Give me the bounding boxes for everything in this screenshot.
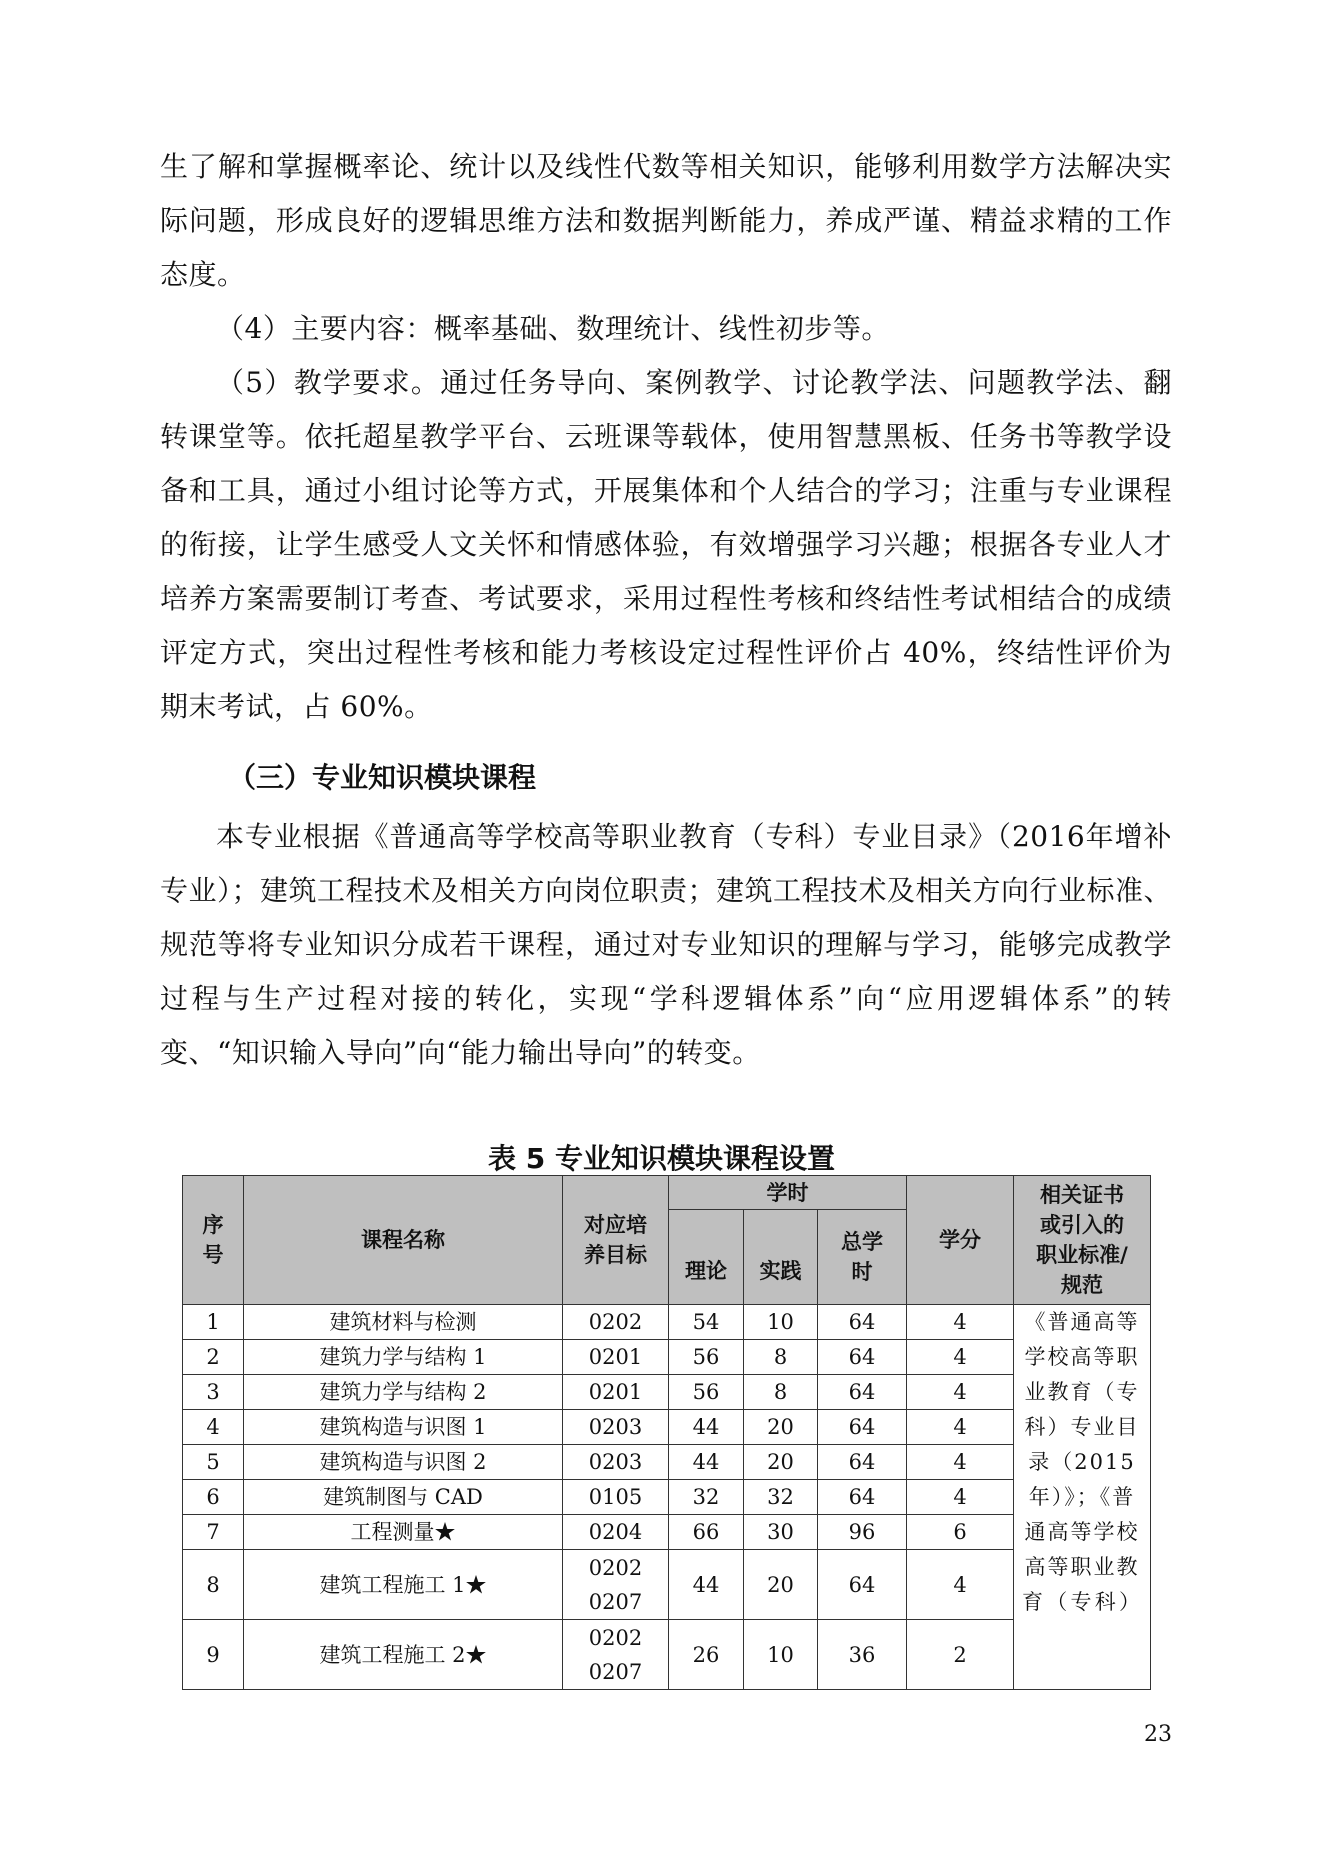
cell-practice: 8 <box>744 1340 818 1375</box>
cell-no: 9 <box>183 1620 244 1690</box>
paragraph-math-objective: 生了解和掌握概率论、统计以及线性代数等相关知识，能够利用数学方法解决实际问题，形成良好的逻辑思维方法和数据判断能力，养成严谨、精益求精的工作态度。 <box>160 150 1172 291</box>
header-hours: 学时 <box>669 1176 907 1210</box>
header-course-name: 课程名称 <box>244 1176 563 1305</box>
target-code: 0105 <box>588 1485 643 1509</box>
table-row <box>183 1550 1151 1620</box>
target-code: 0201 <box>588 1345 643 1369</box>
cell-practice: 10 <box>744 1305 818 1340</box>
cell-course-name: 建筑工程施工 2★ <box>244 1620 563 1690</box>
cell-course-name: 建筑工程施工 1★ <box>244 1550 563 1620</box>
cell-total: 64 <box>818 1305 907 1340</box>
target-code: 0202 <box>588 1555 643 1580</box>
cell-target <box>563 1410 669 1445</box>
cell-target <box>563 1305 669 1340</box>
cell-course-name: 建筑力学与结构 2 <box>244 1375 563 1410</box>
cell-target <box>563 1515 669 1550</box>
cell-practice: 20 <box>744 1550 818 1620</box>
cell-credit: 4 <box>907 1340 1014 1375</box>
target-code: 0207 <box>588 1589 643 1614</box>
cell-theory: 44 <box>669 1445 744 1480</box>
cell-no: 3 <box>183 1375 244 1410</box>
table-row <box>183 1305 1151 1340</box>
header-total: 总学时 <box>818 1210 907 1305</box>
cell-practice: 20 <box>744 1445 818 1480</box>
cell-course-name: 工程测量★ <box>244 1515 563 1550</box>
cell-credit: 4 <box>907 1305 1014 1340</box>
cell-total: 64 <box>818 1375 907 1410</box>
cell-target <box>563 1550 669 1620</box>
cell-credit: 4 <box>907 1375 1014 1410</box>
table-row <box>183 1340 1151 1375</box>
cell-no: 7 <box>183 1515 244 1550</box>
target-code: 0201 <box>588 1380 643 1404</box>
cell-course-name: 建筑制图与 CAD <box>244 1480 563 1515</box>
target-code: 0203 <box>588 1450 643 1474</box>
cell-target <box>563 1445 669 1480</box>
cell-course-name: 建筑构造与识图 1 <box>244 1410 563 1445</box>
target-code: 0203 <box>588 1415 643 1439</box>
table-row <box>183 1480 1151 1515</box>
cell-total: 64 <box>818 1480 907 1515</box>
target-code: 0204 <box>588 1520 643 1544</box>
cell-standard: 《普通高等学校高等职业教育（专科）专业目录（2015年）》；《普通高等学校高等职业教育（专科） <box>1014 1305 1151 1690</box>
page-number: 23 <box>1144 1722 1172 1747</box>
cell-no: 4 <box>183 1410 244 1445</box>
cell-course-name: 建筑材料与检测 <box>244 1305 563 1340</box>
cell-total: 64 <box>818 1410 907 1445</box>
table-row <box>183 1445 1151 1480</box>
cell-practice: 32 <box>744 1480 818 1515</box>
cell-practice: 30 <box>744 1515 818 1550</box>
paragraph-teaching-requirements: （5）教学要求。通过任务导向、案例教学、讨论教学法、问题教学法、翻转课堂等。依托超星教学平台、云班课等载体，使用智慧黑板、任务书等教学设备和工具，通过小组讨论等方式，开展集体和个人结合的学习；注重与专业课程的衔接，让学生感受人文关怀和情感体验，有效增强学习兴趣；根据各专业人才培养方案需要制订考查、考试要求，采用过程性考核和终结性考试相结合的成绩评定方式，突出过程性考核和能力考核设定过程性评价占 40%，终结性评价为期末考试，占 60%。 <box>160 366 1172 723</box>
cell-theory: 56 <box>669 1340 744 1375</box>
cell-no: 6 <box>183 1480 244 1515</box>
cell-practice: 8 <box>744 1375 818 1410</box>
cell-total: 64 <box>818 1445 907 1480</box>
cell-no: 5 <box>183 1445 244 1480</box>
cell-theory: 44 <box>669 1550 744 1620</box>
header-no: 序号 <box>183 1176 244 1305</box>
header-standard: 相关证书或引入的职业标准/规范 <box>1014 1176 1151 1305</box>
cell-theory: 66 <box>669 1515 744 1550</box>
course-table <box>182 1175 1151 1690</box>
header-theory: 理论 <box>669 1210 744 1305</box>
cell-total: 96 <box>818 1515 907 1550</box>
table-row <box>183 1515 1151 1550</box>
cell-practice: 20 <box>744 1410 818 1445</box>
cell-practice: 10 <box>744 1620 818 1690</box>
header-target: 对应培养目标 <box>563 1176 669 1305</box>
table-caption: 表 5 专业知识模块课程设置 <box>488 1142 835 1175</box>
cell-total: 64 <box>818 1550 907 1620</box>
table-row <box>183 1620 1151 1690</box>
cell-theory: 54 <box>669 1305 744 1340</box>
paragraph-main-content: （4）主要内容：概率基础、数理统计、线性初步等。 <box>216 312 890 345</box>
cell-target <box>563 1375 669 1410</box>
cell-target <box>563 1340 669 1375</box>
cell-credit: 6 <box>907 1515 1014 1550</box>
table-row <box>183 1375 1151 1410</box>
cell-credit: 2 <box>907 1620 1014 1690</box>
section-heading: （三）专业知识模块课程 <box>228 761 537 794</box>
header-credit: 学分 <box>907 1176 1014 1305</box>
cell-no: 8 <box>183 1550 244 1620</box>
cell-target <box>563 1620 669 1690</box>
cell-theory: 56 <box>669 1375 744 1410</box>
cell-no: 2 <box>183 1340 244 1375</box>
cell-credit: 4 <box>907 1480 1014 1515</box>
cell-course-name: 建筑构造与识图 2 <box>244 1445 563 1480</box>
cell-total: 36 <box>818 1620 907 1690</box>
target-code: 0207 <box>588 1659 643 1684</box>
cell-total: 64 <box>818 1340 907 1375</box>
header-practice: 实践 <box>744 1210 818 1305</box>
cell-theory: 32 <box>669 1480 744 1515</box>
cell-credit: 4 <box>907 1410 1014 1445</box>
paragraph-module-intro: 本专业根据《普通高等学校高等职业教育（专科）专业目录》（2016年增补专业）；建筑工程技术及相关方向岗位职责；建筑工程技术及相关方向行业标准、规范等将专业知识分成若干课程，通过对专业知识的理解与学习，能够完成教学过程与生产过程对接的转化，实现“学科逻辑体系”向“应用逻辑体系”的转变、“知识输入导向”向“能力输出导向”的转变。 <box>160 820 1173 1069</box>
cell-theory: 44 <box>669 1410 744 1445</box>
target-code: 0202 <box>588 1625 643 1650</box>
cell-credit: 4 <box>907 1550 1014 1620</box>
target-code: 0202 <box>588 1310 643 1334</box>
table-row <box>183 1410 1151 1445</box>
cell-course-name: 建筑力学与结构 1 <box>244 1340 563 1375</box>
cell-credit: 4 <box>907 1445 1014 1480</box>
cell-target <box>563 1480 669 1515</box>
cell-theory: 26 <box>669 1620 744 1690</box>
cell-no: 1 <box>183 1305 244 1340</box>
